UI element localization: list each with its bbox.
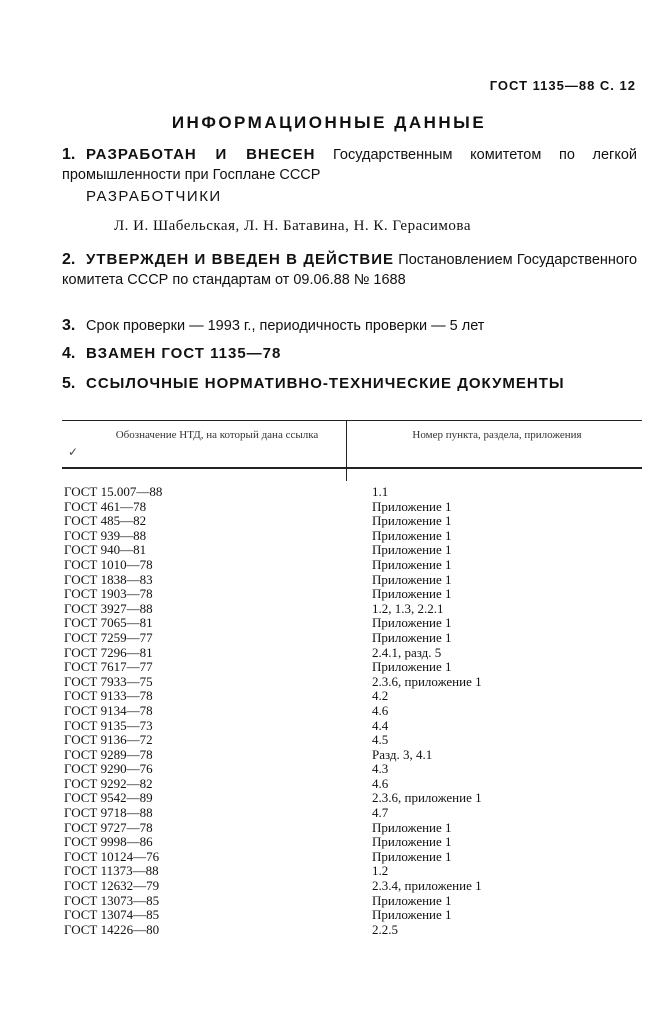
item-lead: УТВЕРЖДЕН И ВВЕДЕН В ДЕЙСТВИЕ xyxy=(86,251,395,268)
item-lead: ВЗАМЕН ГОСТ 1135—78 xyxy=(86,345,282,362)
cell-document: ГОСТ 7065—81 xyxy=(64,615,153,631)
table-row xyxy=(62,704,642,719)
cell-section: 4.5 xyxy=(372,732,389,748)
cell-section: 4.6 xyxy=(372,702,389,718)
cell-section: 1.2 xyxy=(372,863,389,879)
cell-section: Приложение 1 xyxy=(372,542,452,558)
cell-section: Приложение 1 xyxy=(372,556,452,572)
item-number: 3. xyxy=(62,317,76,334)
cell-document: ГОСТ 10124—76 xyxy=(64,848,160,864)
cell-document: ГОСТ 9135—73 xyxy=(64,717,153,733)
cell-document: ГОСТ 7259—77 xyxy=(64,629,153,645)
table-row xyxy=(62,689,642,704)
cell-section: Приложение 1 xyxy=(372,907,452,923)
cell-document: ГОСТ 461—78 xyxy=(64,498,147,514)
cell-section: Разд. 3, 4.1 xyxy=(372,746,433,762)
cell-section: 2.3.6, приложение 1 xyxy=(372,790,482,806)
cell-section: Приложение 1 xyxy=(372,848,452,864)
table-row xyxy=(62,923,642,938)
table-row xyxy=(62,587,642,602)
item-text: Постановлением Государственного комитета СССР по стандартам от 09.06.88 № 1688 xyxy=(62,252,638,288)
table-row xyxy=(62,850,642,865)
table-row xyxy=(62,514,642,529)
cell-document: ГОСТ 12632—79 xyxy=(64,878,160,894)
cell-document: ГОСТ 13074—85 xyxy=(64,907,160,923)
table-row xyxy=(62,864,642,879)
cell-section: Приложение 1 xyxy=(372,892,452,908)
cell-document: ГОСТ 1838—83 xyxy=(64,571,153,587)
cell-section: 2.3.6, приложение 1 xyxy=(372,673,482,689)
column-header-section: Номер пункта, раздела, приложения xyxy=(412,429,582,441)
table-row xyxy=(62,835,642,850)
cell-section: Приложение 1 xyxy=(372,586,452,602)
cell-section: Приложение 1 xyxy=(372,819,452,835)
table-row xyxy=(62,821,642,836)
cell-document: ГОСТ 9998—86 xyxy=(64,834,153,850)
cell-section: 1.2, 1.3, 2.2.1 xyxy=(372,600,444,616)
item-text: Срок проверки — 1993 г., периодичность проверки — 5 лет xyxy=(86,318,485,334)
table-row xyxy=(62,894,642,909)
cell-document: ГОСТ 9290—76 xyxy=(64,761,153,777)
column-divider xyxy=(346,421,347,481)
cell-document: ГОСТ 9136—72 xyxy=(64,732,153,748)
info-item-5 xyxy=(62,374,622,394)
table-row xyxy=(62,631,642,646)
checkmark-icon: ✓ xyxy=(68,445,79,459)
item-text: Государственным комитетом по легкой промышленности при Госплане СССР xyxy=(62,147,637,183)
table-row xyxy=(62,616,642,631)
cell-section: Приложение 1 xyxy=(372,629,452,645)
table-row xyxy=(62,573,642,588)
table-row xyxy=(62,908,642,923)
cell-section: 4.2 xyxy=(372,688,389,704)
cell-section: Приложение 1 xyxy=(372,571,452,587)
table-row xyxy=(62,719,642,734)
cell-document: ГОСТ 7296—81 xyxy=(64,644,153,660)
cell-section: 4.6 xyxy=(372,775,389,791)
item-number: 5. xyxy=(62,375,76,392)
table-row xyxy=(62,660,642,675)
cell-document: ГОСТ 9718—88 xyxy=(64,805,153,821)
table-body xyxy=(62,485,642,937)
reference-table xyxy=(62,420,642,937)
cell-document: ГОСТ 9542—89 xyxy=(64,790,153,806)
cell-document: ГОСТ 9133—78 xyxy=(64,688,153,704)
cell-section: 2.2.5 xyxy=(372,921,398,937)
table-row xyxy=(62,733,642,748)
cell-document: ГОСТ 3927—88 xyxy=(64,600,153,616)
developers-heading: РАЗРАБОТЧИКИ xyxy=(86,188,222,205)
cell-section: Приложение 1 xyxy=(372,659,452,675)
table-row xyxy=(62,777,642,792)
table-row xyxy=(62,529,642,544)
cell-section: 2.4.1, разд. 5 xyxy=(372,644,442,660)
item-number: 2. xyxy=(62,251,76,268)
table-row xyxy=(62,748,642,763)
cell-document: ГОСТ 11373—88 xyxy=(64,863,159,879)
table-row xyxy=(62,646,642,661)
cell-document: ГОСТ 9289—78 xyxy=(64,746,153,762)
cell-section: Приложение 1 xyxy=(372,615,452,631)
cell-section: 1.1 xyxy=(372,484,389,499)
cell-section: Приложение 1 xyxy=(372,834,452,850)
cell-document: ГОСТ 15.007—88 xyxy=(64,484,163,499)
document-title: ИНФОРМАЦИОННЫЕ ДАННЫЕ xyxy=(171,113,487,132)
cell-document: ГОСТ 13073—85 xyxy=(64,892,160,908)
column-header-document: Обозначение НТД, на который дана ссылка xyxy=(115,429,319,441)
table-row xyxy=(62,806,642,821)
cell-document: ГОСТ 1903—78 xyxy=(64,586,153,602)
cell-document: ГОСТ 7933—75 xyxy=(64,673,153,689)
info-item-2 xyxy=(62,250,637,290)
table-row xyxy=(62,543,642,558)
cell-document: ГОСТ 940—81 xyxy=(64,542,147,558)
cell-section: 2.3.4, приложение 1 xyxy=(372,878,482,894)
cell-section: Приложение 1 xyxy=(372,513,452,529)
cell-section: 4.4 xyxy=(372,717,389,733)
cell-document: ГОСТ 9292—82 xyxy=(64,775,153,791)
info-item-3 xyxy=(62,316,637,336)
item-number: 4. xyxy=(62,345,76,362)
cell-document: ГОСТ 939—88 xyxy=(64,527,147,543)
page-header-code: ГОСТ 1135—88 С. 12 xyxy=(489,78,636,93)
cell-section: 4.7 xyxy=(372,805,389,821)
cell-document: ГОСТ 9134—78 xyxy=(64,702,153,718)
table-row xyxy=(62,602,642,617)
table-row xyxy=(62,762,642,777)
table-row xyxy=(62,558,642,573)
item-number: 1. xyxy=(62,146,76,163)
developers-list: Л. И. Шабельская, Л. Н. Батавина, Н. К. Герасимова xyxy=(114,218,471,234)
cell-section: Приложение 1 xyxy=(372,527,452,543)
table-row xyxy=(62,879,642,894)
item-lead: РАЗРАБОТАН И ВНЕСЕН xyxy=(86,146,316,163)
table-row xyxy=(62,500,642,515)
cell-document: ГОСТ 485—82 xyxy=(64,513,147,529)
cell-section: 4.3 xyxy=(372,761,389,777)
cell-section: Приложение 1 xyxy=(372,498,452,514)
table-row xyxy=(62,485,642,500)
table-header xyxy=(62,420,642,469)
info-item-4 xyxy=(62,344,637,364)
item-lead: ССЫЛОЧНЫЕ НОРМАТИВНО-ТЕХНИЧЕСКИЕ ДОКУМЕНТЫ xyxy=(86,375,565,392)
table-row xyxy=(62,791,642,806)
table-row xyxy=(62,675,642,690)
cell-document: ГОСТ 7617—77 xyxy=(64,659,153,675)
cell-document: ГОСТ 14226—80 xyxy=(64,921,160,937)
info-item-1 xyxy=(62,145,637,185)
cell-document: ГОСТ 1010—78 xyxy=(64,556,153,572)
cell-document: ГОСТ 9727—78 xyxy=(64,819,153,835)
